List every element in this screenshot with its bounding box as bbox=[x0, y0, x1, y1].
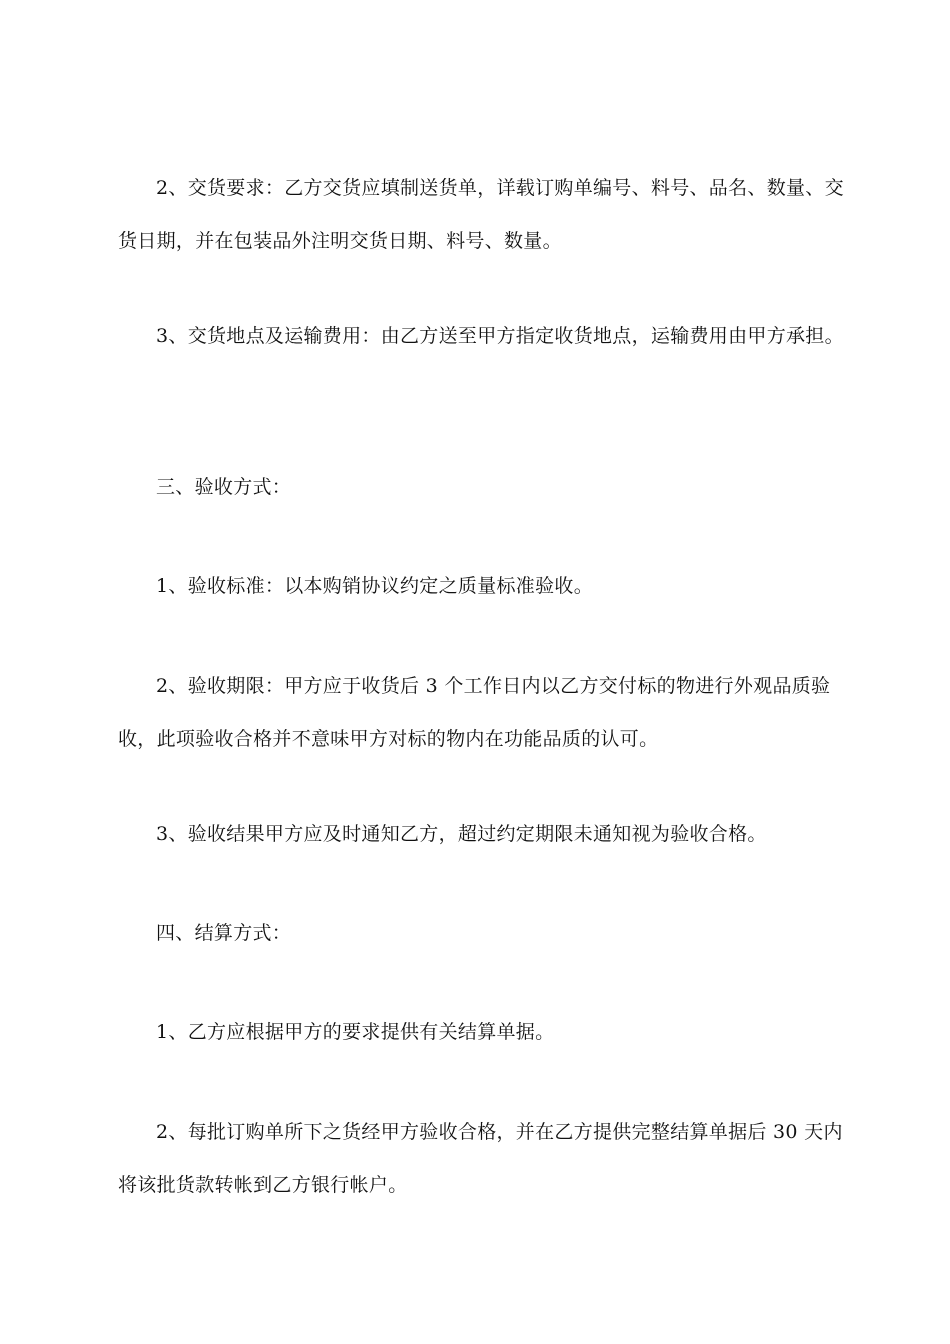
paragraph-delivery-location-cost bbox=[118, 310, 848, 363]
section-heading-settlement bbox=[118, 907, 848, 960]
paragraph-text: 2、交货要求：乙方交货应填制送货单，详载订购单编号、料号、品名、数量、交货日期，并在包装品外注明交货日期、料号、数量。 bbox=[118, 177, 844, 252]
paragraph-settlement-payment bbox=[118, 1106, 848, 1212]
paragraph-text: 3、交货地点及运输费用：由乙方送至甲方指定收货地点，运输费用由甲方承担。 bbox=[156, 325, 844, 347]
paragraph-delivery-requirements bbox=[118, 162, 848, 268]
paragraph-text: 3、验收结果甲方应及时通知乙方，超过约定期限未通知视为验收合格。 bbox=[156, 823, 767, 845]
paragraph-settlement-documents bbox=[118, 1006, 848, 1059]
paragraph-acceptance-result bbox=[118, 808, 848, 861]
section-heading-acceptance bbox=[118, 461, 848, 514]
paragraph-text: 2、验收期限：甲方应于收货后 3 个工作日内以乙方交付标的物进行外观品质验收，此项验收合格并不意味甲方对标的物内在功能品质的认可。 bbox=[118, 675, 831, 750]
paragraph-text: 2、每批订购单所下之货经甲方验收合格，并在乙方提供完整结算单据后 30 天内将该批货款转帐到乙方银行帐户。 bbox=[118, 1121, 843, 1196]
paragraph-text: 1、验收标准：以本购销协议约定之质量标准验收。 bbox=[156, 575, 593, 597]
paragraph-acceptance-period bbox=[118, 660, 848, 766]
paragraph-text: 1、乙方应根据甲方的要求提供有关结算单据。 bbox=[156, 1021, 555, 1043]
heading-text: 四、结算方式： bbox=[156, 922, 292, 944]
paragraph-acceptance-standard bbox=[118, 560, 848, 613]
heading-text: 三、验收方式： bbox=[156, 476, 292, 498]
